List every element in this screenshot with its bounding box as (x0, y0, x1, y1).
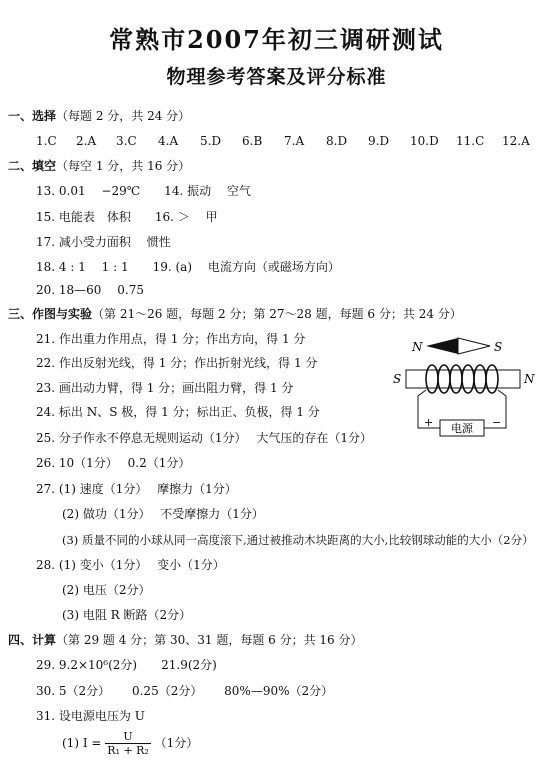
power-source-label: 电源 (451, 422, 473, 435)
section-4-heading (8, 632, 363, 648)
formula-fraction (105, 730, 151, 757)
needle-n-label: N (412, 340, 423, 354)
electromagnet-diagram (388, 330, 538, 446)
choice-answer: 6.B (242, 134, 263, 148)
fill-answer-line: 18. 4 : 1 1 : 1 19. (a) 电流方向（或磁场方向） (36, 260, 340, 274)
needle-north-half (426, 338, 458, 354)
fill-answer-line: 20. 18—60 0.75 (36, 283, 144, 297)
formula-numerator: U (105, 730, 151, 744)
calc-answer-line: 31. 设电源电压为 U (36, 709, 145, 723)
section-3-note: （第 21～26 题，每题 2 分；第 27～28 题，每题 6 分；共 24 分） (92, 307, 462, 321)
calc-answer-line: 30. 5（2分） 0.25（2分） 80%—90%（2分） (36, 684, 334, 698)
experiment-answer-line: 28. (1) 变小（1分） 变小（1分） (36, 558, 225, 572)
section-2-heading (8, 158, 190, 174)
experiment-answer-line: (2) 电压（2分） (62, 583, 151, 597)
choice-answer: 12.A (502, 134, 530, 148)
section-2-note: （每空 1 分，共 16 分） (56, 159, 191, 173)
fill-answer-line: 15. 电能表 体积 16. ＞ 甲 (36, 210, 218, 224)
formula-score: （1分） (154, 736, 199, 750)
experiment-answer-line: 23. 画出动力臂，得 1 分；画出阻力臂，得 1 分 (36, 381, 294, 395)
section-4-note: （第 29 题 4 分；第 30、31 题，每题 6 分；共 16 分） (56, 633, 363, 647)
minus-terminal: − (492, 416, 502, 429)
choice-answer: 3.C (116, 134, 137, 148)
section-3-label: 三、作图与实验 (8, 307, 93, 321)
needle-south-half (458, 338, 490, 354)
section-1-note: （每题 2 分，共 24 分） (56, 109, 191, 123)
page-title: 常熟市2007年初三调研测试 (109, 25, 444, 54)
calc-answer-line: 29. 9.2×10⁶(2分) 21.9(2分) (36, 658, 217, 672)
choice-answer: 9.D (368, 134, 390, 148)
experiment-answer-line: (2) 做功（1分） 不受摩擦力（1分） (62, 507, 264, 521)
rod-right-pole: N (524, 372, 535, 386)
experiment-answer-line: 22. 作出反射光线，得 1 分；作出折射光线，得 1 分 (36, 356, 318, 370)
formula-prefix: (1) I = (62, 736, 102, 750)
choice-answer: 8.D (326, 134, 348, 148)
plus-terminal: + (424, 416, 434, 429)
section-4-label: 四、计算 (8, 633, 57, 647)
experiment-answer-line: (3) 电阻 R 断路（2分） (62, 608, 192, 622)
formula-denominator: R₁ + R₂ (107, 744, 149, 757)
choice-answer: 5.D (200, 134, 222, 148)
experiment-answer-line: 26. 10（1分） 0.2（1分） (36, 456, 191, 470)
fill-answer-line: 13. 0.01 −29℃ 14. 振动 空气 (36, 184, 251, 198)
choice-answer: 4.A (158, 134, 179, 148)
choice-answer: 1.C (36, 134, 57, 148)
experiment-answer-line: 24. 标出 N、S 极，得 1 分；标出正、负极，得 1 分 (36, 405, 320, 419)
choice-answers-row (0, 133, 553, 149)
choice-answer: 11.C (456, 134, 485, 148)
fill-answer-line: 17. 减小受力面积 惯性 (36, 235, 171, 249)
section-3-heading (8, 306, 462, 322)
experiment-answer-line: 25. 分子作永不停息无规则运动（1分） 大气压的存在（1分） (36, 431, 372, 445)
page-subtitle: 物理参考答案及评分标准 (166, 66, 387, 88)
experiment-answer-line: (3) 质量不同的小球从同一高度滚下,通过被推动木块距离的大小,比较钢球动能的大小（2分） (62, 533, 534, 547)
experiment-answer-line: 21. 作出重力作用点，得 1 分；作出方向，得 1 分 (36, 332, 306, 346)
section-2-label: 二、填空 (8, 159, 57, 173)
section-1-heading (8, 108, 190, 124)
experiment-answer-line: 27. (1) 速度（1分） 摩擦力（1分） (36, 482, 237, 496)
choice-answer: 2.A (76, 134, 97, 148)
choice-answer: 7.A (284, 134, 305, 148)
current-formula (62, 730, 198, 757)
needle-s-label: S (494, 340, 503, 354)
choice-answer: 10.D (410, 134, 439, 148)
rod-left-pole: S (393, 372, 402, 386)
section-1-label: 一、选择 (8, 109, 57, 123)
